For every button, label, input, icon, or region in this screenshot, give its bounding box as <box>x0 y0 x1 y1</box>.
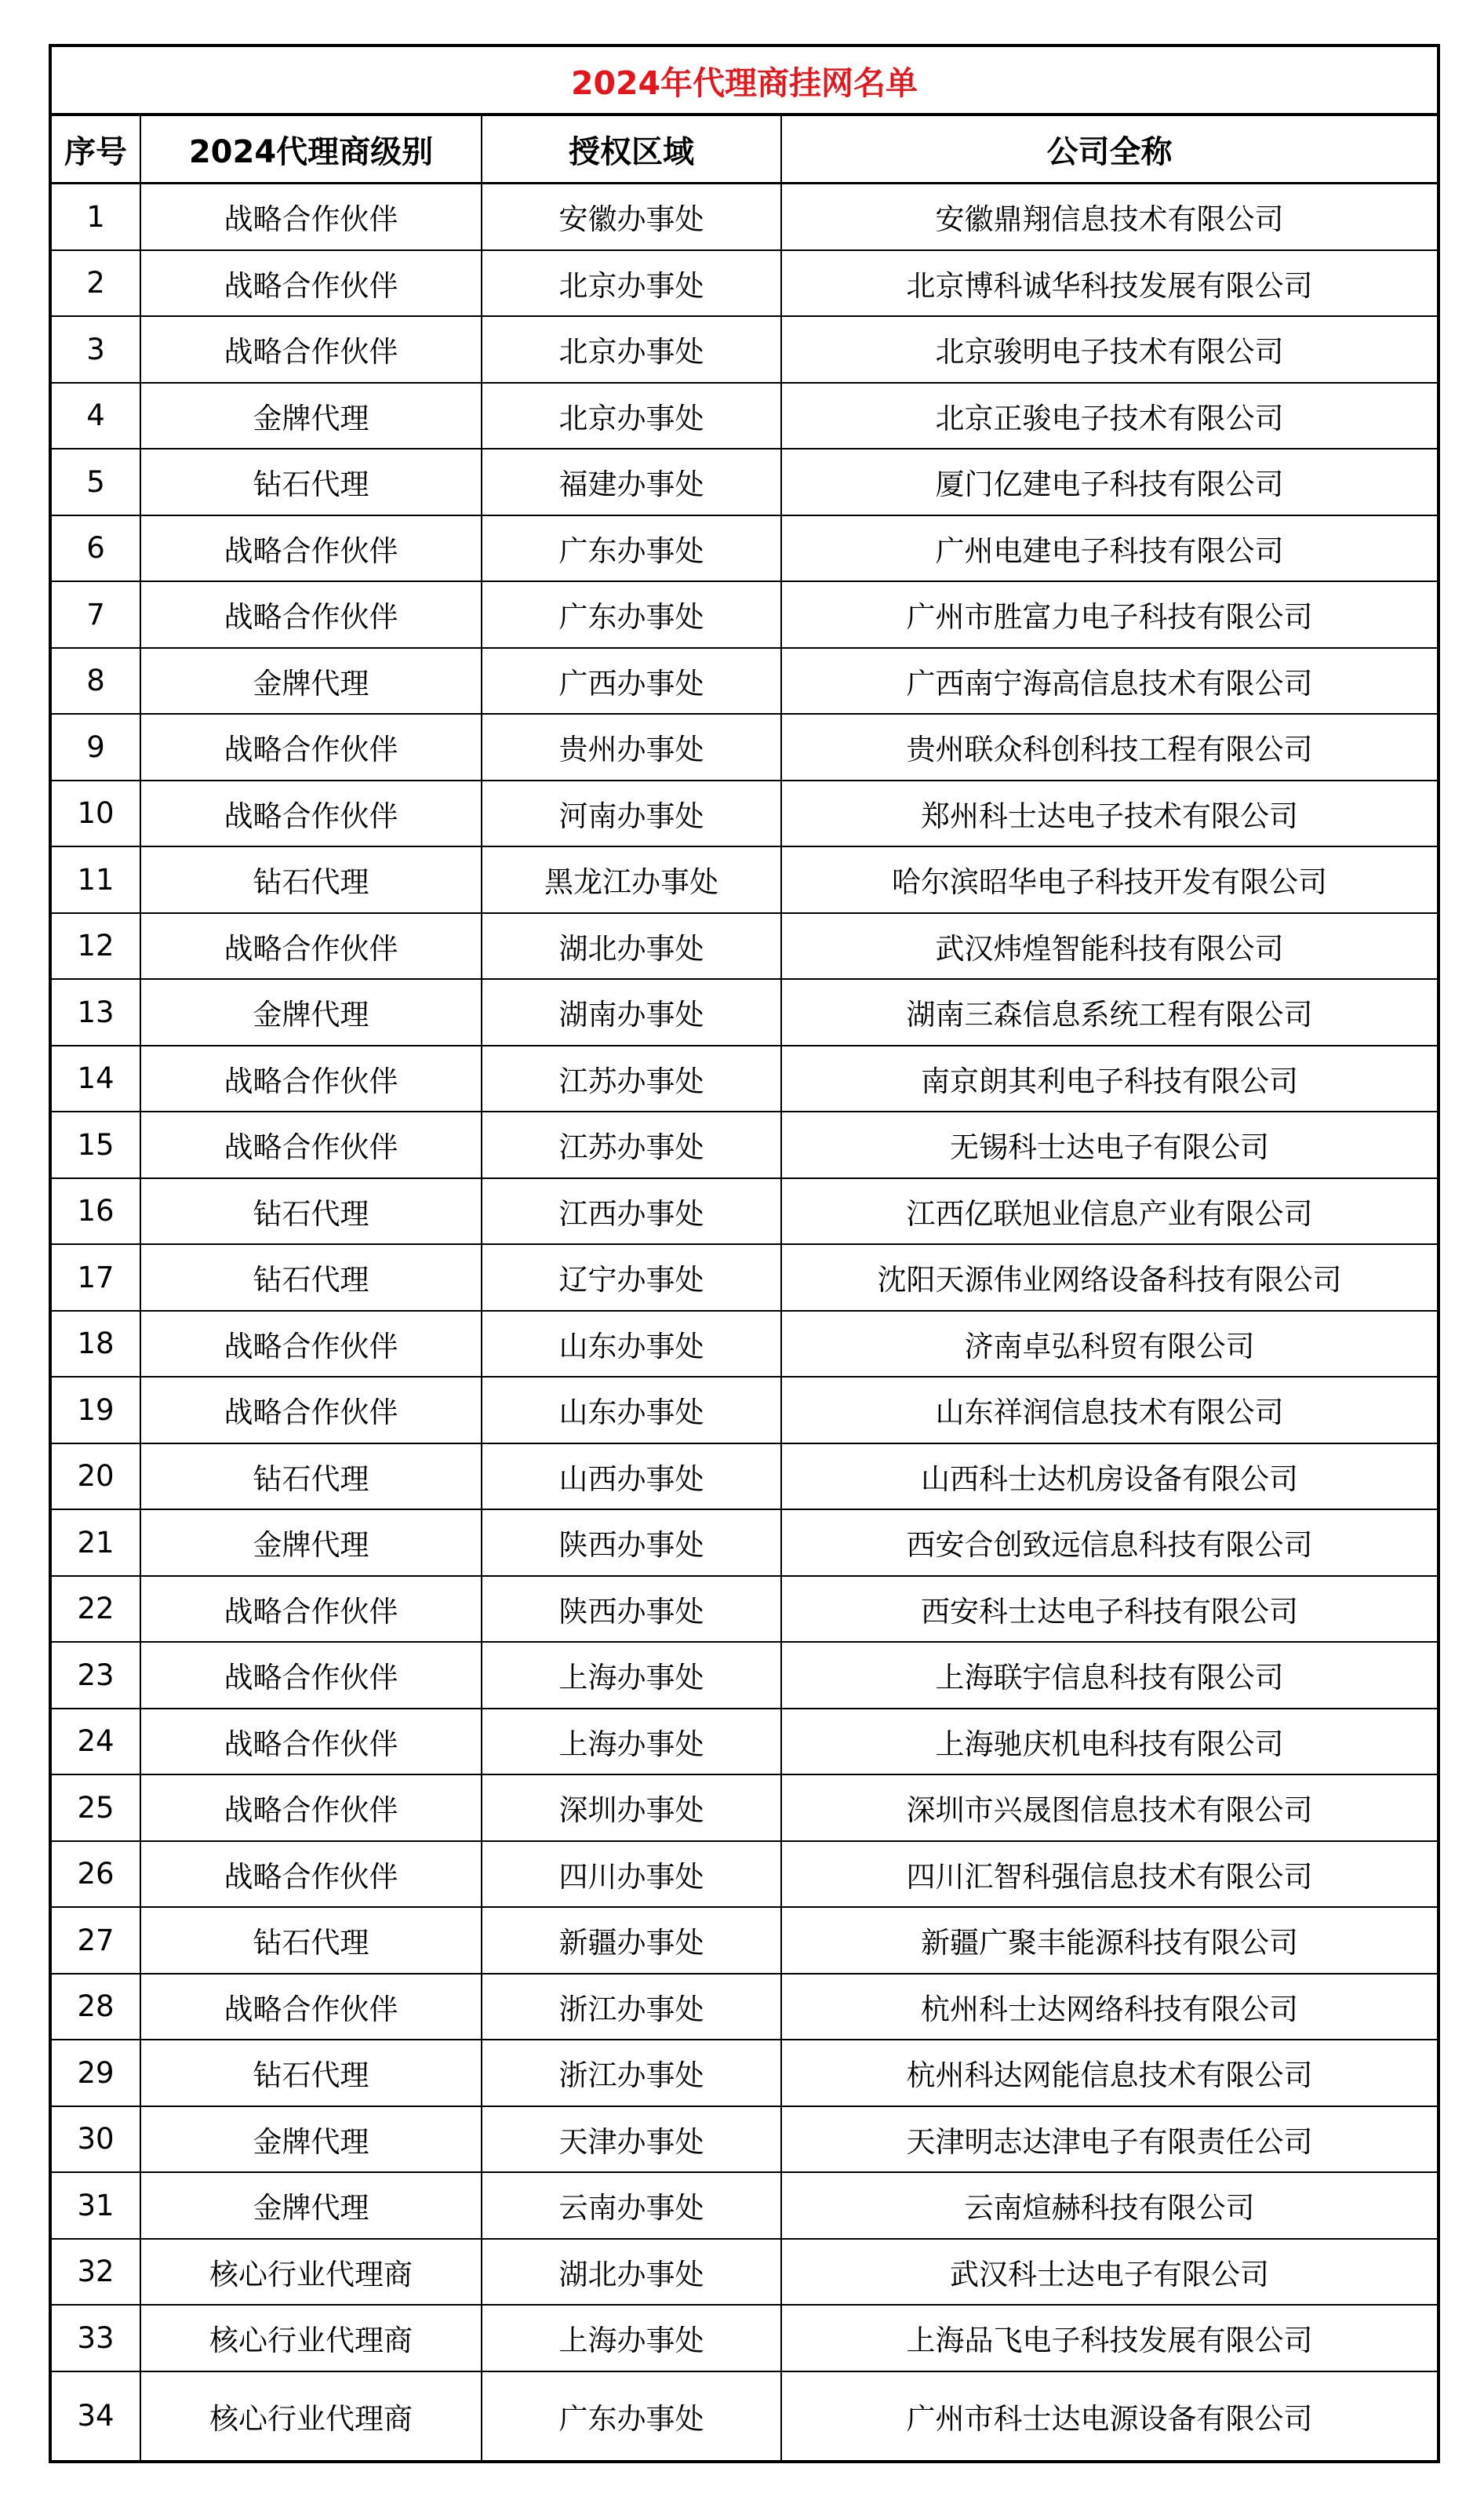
table-row <box>50 1774 1439 1841</box>
table-row <box>50 1642 1439 1709</box>
cell-company: 上海联宇信息科技有限公司 <box>781 1642 1439 1709</box>
header-company: 公司全称 <box>781 115 1439 184</box>
cell-no: 1 <box>50 184 140 250</box>
cell-company: 新疆广聚丰能源科技有限公司 <box>781 1907 1439 1974</box>
cell-no: 6 <box>50 515 140 582</box>
header-row <box>50 115 1439 184</box>
table-row <box>50 1178 1439 1245</box>
cell-region: 广东办事处 <box>482 2371 781 2462</box>
cell-region: 浙江办事处 <box>482 2040 781 2106</box>
table-row <box>50 1841 1439 1908</box>
cell-level: 战略合作伙伴 <box>140 781 482 847</box>
cell-region: 江苏办事处 <box>482 1046 781 1112</box>
table-row <box>50 2106 1439 2173</box>
table-row <box>50 1576 1439 1643</box>
table-row <box>50 1377 1439 1443</box>
cell-level: 战略合作伙伴 <box>140 1841 482 1908</box>
cell-company: 上海品飞电子科技发展有限公司 <box>781 2305 1439 2371</box>
cell-level: 战略合作伙伴 <box>140 1377 482 1443</box>
cell-level: 金牌代理 <box>140 2172 482 2239</box>
cell-level: 战略合作伙伴 <box>140 1112 482 1178</box>
cell-level: 战略合作伙伴 <box>140 184 482 250</box>
cell-company: 无锡科士达电子有限公司 <box>781 1112 1439 1178</box>
cell-region: 辽宁办事处 <box>482 1244 781 1311</box>
cell-region: 广东办事处 <box>482 515 781 582</box>
table-row <box>50 1311 1439 1378</box>
cell-no: 30 <box>50 2106 140 2173</box>
cell-level: 战略合作伙伴 <box>140 1576 482 1643</box>
cell-region: 安徽办事处 <box>482 184 781 250</box>
cell-company: 武汉科士达电子有限公司 <box>781 2239 1439 2306</box>
table-row <box>50 979 1439 1046</box>
cell-no: 2 <box>50 250 140 317</box>
cell-company: 湖南三森信息系统工程有限公司 <box>781 979 1439 1046</box>
cell-no: 19 <box>50 1377 140 1443</box>
cell-region: 江西办事处 <box>482 1178 781 1245</box>
cell-region: 江苏办事处 <box>482 1112 781 1178</box>
cell-no: 4 <box>50 383 140 449</box>
header-level: 2024代理商级别 <box>140 115 482 184</box>
cell-no: 16 <box>50 1178 140 1245</box>
cell-level: 战略合作伙伴 <box>140 714 482 781</box>
cell-company: 山东祥润信息技术有限公司 <box>781 1377 1439 1443</box>
cell-region: 山东办事处 <box>482 1377 781 1443</box>
header-no: 序号 <box>50 115 140 184</box>
cell-region: 河南办事处 <box>482 781 781 847</box>
cell-no: 23 <box>50 1642 140 1709</box>
cell-no: 15 <box>50 1112 140 1178</box>
cell-level: 战略合作伙伴 <box>140 1709 482 1775</box>
table-row <box>50 581 1439 648</box>
table-row <box>50 2305 1439 2371</box>
cell-region: 北京办事处 <box>482 250 781 317</box>
cell-no: 9 <box>50 714 140 781</box>
cell-level: 金牌代理 <box>140 979 482 1046</box>
table-row <box>50 1443 1439 1510</box>
cell-region: 北京办事处 <box>482 316 781 383</box>
cell-no: 21 <box>50 1509 140 1576</box>
cell-level: 钻石代理 <box>140 1907 482 1974</box>
cell-company: 厦门亿建电子科技有限公司 <box>781 449 1439 515</box>
cell-company: 北京博科诚华科技发展有限公司 <box>781 250 1439 317</box>
cell-no: 25 <box>50 1774 140 1841</box>
table-row <box>50 1509 1439 1576</box>
table-row <box>50 714 1439 781</box>
cell-level: 金牌代理 <box>140 1509 482 1576</box>
cell-company: 沈阳天源伟业网络设备科技有限公司 <box>781 1244 1439 1311</box>
cell-level: 战略合作伙伴 <box>140 1974 482 2040</box>
cell-no: 3 <box>50 316 140 383</box>
cell-region: 陕西办事处 <box>482 1509 781 1576</box>
cell-level: 钻石代理 <box>140 1244 482 1311</box>
cell-no: 8 <box>50 648 140 715</box>
cell-region: 山东办事处 <box>482 1311 781 1378</box>
cell-level: 战略合作伙伴 <box>140 581 482 648</box>
table-row <box>50 846 1439 913</box>
cell-no: 22 <box>50 1576 140 1643</box>
cell-company: 广州市科士达电源设备有限公司 <box>781 2371 1439 2462</box>
cell-level: 钻石代理 <box>140 2040 482 2106</box>
cell-company: 山西科士达机房设备有限公司 <box>781 1443 1439 1510</box>
cell-no: 28 <box>50 1974 140 2040</box>
table-row <box>50 1244 1439 1311</box>
cell-no: 34 <box>50 2371 140 2462</box>
table-row <box>50 2371 1439 2462</box>
cell-company: 北京正骏电子技术有限公司 <box>781 383 1439 449</box>
cell-level: 核心行业代理商 <box>140 2239 482 2306</box>
cell-no: 12 <box>50 913 140 980</box>
cell-no: 33 <box>50 2305 140 2371</box>
cell-level: 金牌代理 <box>140 2106 482 2173</box>
cell-no: 18 <box>50 1311 140 1378</box>
title-row <box>50 45 1439 115</box>
cell-level: 钻石代理 <box>140 846 482 913</box>
cell-no: 5 <box>50 449 140 515</box>
cell-level: 战略合作伙伴 <box>140 1311 482 1378</box>
cell-level: 核心行业代理商 <box>140 2371 482 2462</box>
cell-company: 济南卓弘科贸有限公司 <box>781 1311 1439 1378</box>
cell-company: 郑州科士达电子技术有限公司 <box>781 781 1439 847</box>
table-row <box>50 2239 1439 2306</box>
table-row <box>50 1709 1439 1775</box>
cell-no: 17 <box>50 1244 140 1311</box>
table-row <box>50 316 1439 383</box>
cell-company: 北京骏明电子技术有限公司 <box>781 316 1439 383</box>
cell-company: 西安合创致远信息科技有限公司 <box>781 1509 1439 1576</box>
cell-region: 湖南办事处 <box>482 979 781 1046</box>
cell-region: 湖北办事处 <box>482 913 781 980</box>
cell-no: 14 <box>50 1046 140 1112</box>
header-region: 授权区域 <box>482 115 781 184</box>
cell-company: 贵州联众科创科技工程有限公司 <box>781 714 1439 781</box>
cell-company: 安徽鼎翔信息技术有限公司 <box>781 184 1439 250</box>
cell-region: 陕西办事处 <box>482 1576 781 1643</box>
table-body <box>50 184 1439 2462</box>
cell-region: 新疆办事处 <box>482 1907 781 1974</box>
cell-company: 云南煊赫科技有限公司 <box>781 2172 1439 2239</box>
cell-region: 四川办事处 <box>482 1841 781 1908</box>
agent-list-table <box>49 44 1440 2463</box>
table-row <box>50 2040 1439 2106</box>
cell-no: 26 <box>50 1841 140 1908</box>
table-row <box>50 1907 1439 1974</box>
cell-region: 广东办事处 <box>482 581 781 648</box>
cell-no: 11 <box>50 846 140 913</box>
table-row <box>50 1974 1439 2040</box>
cell-no: 7 <box>50 581 140 648</box>
table-row <box>50 913 1439 980</box>
cell-region: 深圳办事处 <box>482 1774 781 1841</box>
cell-level: 战略合作伙伴 <box>140 1642 482 1709</box>
cell-no: 13 <box>50 979 140 1046</box>
cell-company: 哈尔滨昭华电子科技开发有限公司 <box>781 846 1439 913</box>
cell-level: 战略合作伙伴 <box>140 250 482 317</box>
table-row <box>50 2172 1439 2239</box>
cell-company: 杭州科达网能信息技术有限公司 <box>781 2040 1439 2106</box>
cell-region: 山西办事处 <box>482 1443 781 1510</box>
table-title: 2024年代理商挂网名单 <box>50 45 1439 115</box>
cell-level: 金牌代理 <box>140 383 482 449</box>
cell-company: 西安科士达电子科技有限公司 <box>781 1576 1439 1643</box>
cell-level: 钻石代理 <box>140 449 482 515</box>
table-row <box>50 250 1439 317</box>
cell-region: 天津办事处 <box>482 2106 781 2173</box>
cell-level: 战略合作伙伴 <box>140 913 482 980</box>
table-row <box>50 1112 1439 1178</box>
table-row <box>50 449 1439 515</box>
cell-level: 金牌代理 <box>140 648 482 715</box>
table-row <box>50 184 1439 250</box>
cell-region: 黑龙江办事处 <box>482 846 781 913</box>
table-row <box>50 515 1439 582</box>
cell-region: 福建办事处 <box>482 449 781 515</box>
cell-region: 浙江办事处 <box>482 1974 781 2040</box>
cell-company: 广西南宁海高信息技术有限公司 <box>781 648 1439 715</box>
cell-no: 20 <box>50 1443 140 1510</box>
cell-company: 四川汇智科强信息技术有限公司 <box>781 1841 1439 1908</box>
cell-company: 广州市胜富力电子科技有限公司 <box>781 581 1439 648</box>
cell-region: 云南办事处 <box>482 2172 781 2239</box>
cell-no: 31 <box>50 2172 140 2239</box>
cell-no: 27 <box>50 1907 140 1974</box>
table-row <box>50 383 1439 449</box>
cell-no: 32 <box>50 2239 140 2306</box>
cell-company: 广州电建电子科技有限公司 <box>781 515 1439 582</box>
cell-company: 南京朗其利电子科技有限公司 <box>781 1046 1439 1112</box>
cell-level: 战略合作伙伴 <box>140 1774 482 1841</box>
table-row <box>50 781 1439 847</box>
cell-level: 战略合作伙伴 <box>140 1046 482 1112</box>
cell-company: 深圳市兴晟图信息技术有限公司 <box>781 1774 1439 1841</box>
cell-level: 钻石代理 <box>140 1443 482 1510</box>
cell-level: 战略合作伙伴 <box>140 316 482 383</box>
table-row <box>50 648 1439 715</box>
cell-region: 北京办事处 <box>482 383 781 449</box>
cell-company: 江西亿联旭业信息产业有限公司 <box>781 1178 1439 1245</box>
cell-region: 广西办事处 <box>482 648 781 715</box>
cell-region: 上海办事处 <box>482 1642 781 1709</box>
cell-level: 战略合作伙伴 <box>140 515 482 582</box>
cell-region: 贵州办事处 <box>482 714 781 781</box>
cell-company: 杭州科士达网络科技有限公司 <box>781 1974 1439 2040</box>
cell-level: 钻石代理 <box>140 1178 482 1245</box>
table-row <box>50 1046 1439 1112</box>
cell-company: 上海驰庆机电科技有限公司 <box>781 1709 1439 1775</box>
cell-region: 湖北办事处 <box>482 2239 781 2306</box>
cell-region: 上海办事处 <box>482 2305 781 2371</box>
cell-level: 核心行业代理商 <box>140 2305 482 2371</box>
cell-region: 上海办事处 <box>482 1709 781 1775</box>
cell-no: 24 <box>50 1709 140 1775</box>
cell-no: 29 <box>50 2040 140 2106</box>
cell-company: 天津明志达津电子有限责任公司 <box>781 2106 1439 2173</box>
cell-company: 武汉炜煌智能科技有限公司 <box>781 913 1439 980</box>
cell-no: 10 <box>50 781 140 847</box>
